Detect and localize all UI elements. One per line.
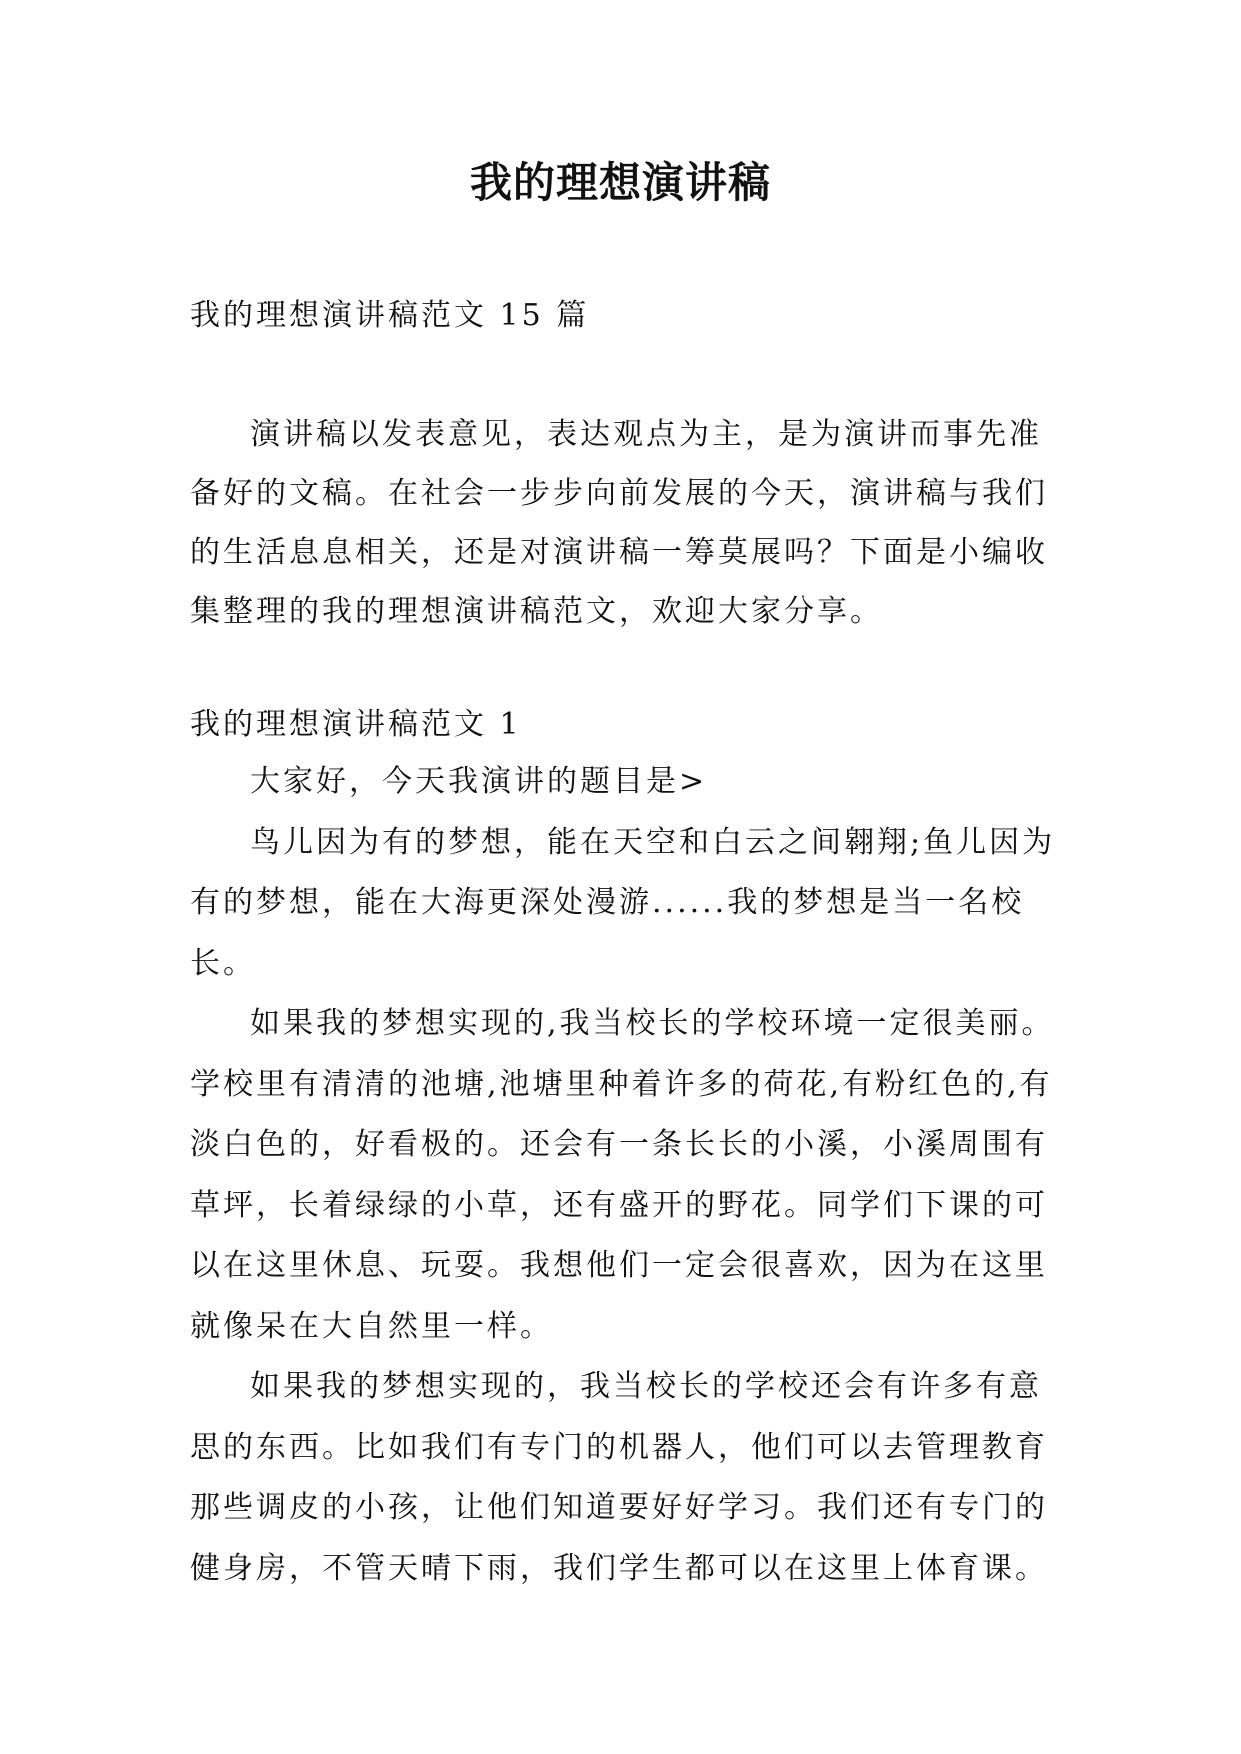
body-paragraph: 如果我的梦想实现的,我当校长的学校环境一定很美丽。学校里有清清的池塘,池塘里种着许多的荷花,有粉红色的,有淡白色的，好看极的。还会有一条长长的小溪，小溪周围有草坪，长着绿绿的小草，还有盛开的野花。同学们下课的可以在这里休息、玩耍。我想他们一定会很喜欢，因为在这里就像呆在大自然里一样。	[190, 1006, 1055, 1344]
body-paragraph: 大家好，今天我演讲的题目是>	[250, 764, 708, 799]
body-paragraph: 如果我的梦想实现的，我当校长的学校还会有许多有意思的东西。比如我们有专门的机器人，他们可以去管理教育那些调皮的小孩，让他们知道要好好学习。我们还有专门的健身房，不管天晴下雨，我们学生都可以在这里上体育课。	[190, 1369, 1048, 1586]
intro-section	[190, 405, 1070, 641]
section-body	[190, 752, 1070, 1599]
body-paragraph: 鸟儿因为有的梦想，能在天空和白云之间翱翔;鱼儿因为有的梦想，能在大海更深处漫游......我的梦想是当一名校长。	[190, 824, 1056, 981]
section-heading: 我的理想演讲稿范文 1	[190, 707, 522, 742]
intro-paragraph: 演讲稿以发表意见，表达观点为主，是为演讲而事先准备好的文稿。在社会一步步向前发展的今天，演讲稿与我们的生活息息相关，还是对演讲稿一筹莫展吗？下面是小编收集整理的我的理想演讲稿范文，欢迎大家分享。	[190, 417, 1048, 629]
document-title: 我的理想演讲稿	[469, 158, 771, 207]
document-subtitle: 我的理想演讲稿范文 15 篇	[190, 298, 590, 333]
